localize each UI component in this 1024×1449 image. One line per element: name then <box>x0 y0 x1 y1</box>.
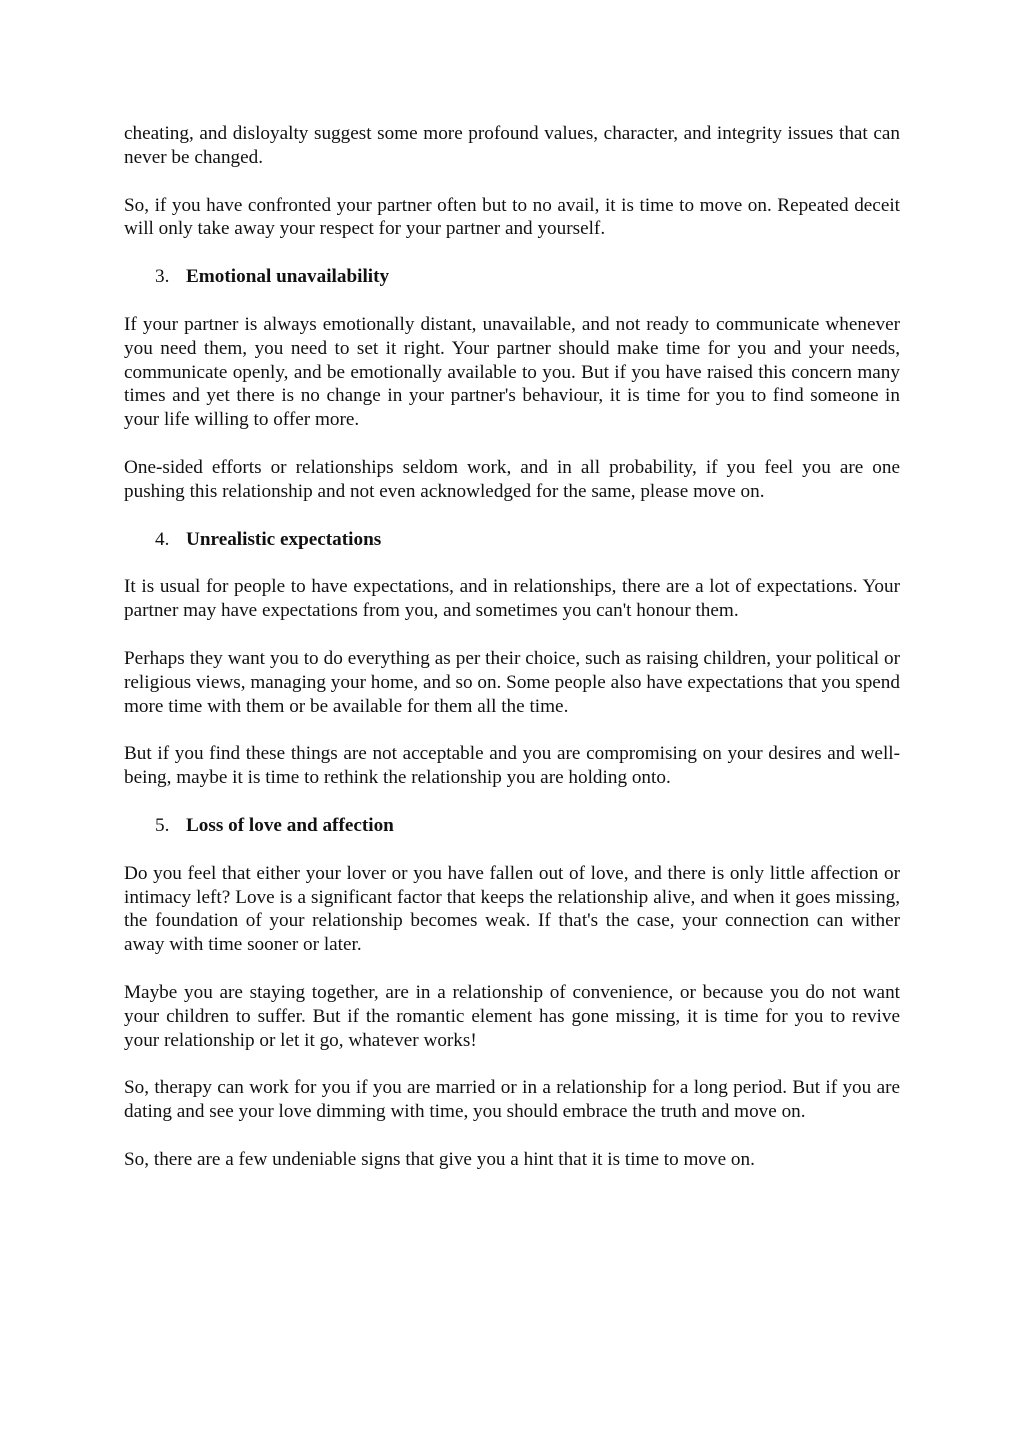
paragraph: Perhaps they want you to do everything as per their choice, such as raising children, your political or religious views, managing your home, and so on. Some people also have expectations that you spend more time with them or be available for them all the time. <box>124 647 900 717</box>
paragraph: One-sided efforts or relationships seldom work, and in all probability, if you feel you are one pushing this relationship and not even acknowledged for the same, please move on. <box>124 456 900 502</box>
section-heading <box>124 814 900 838</box>
heading-title: Emotional unavailability <box>186 266 390 288</box>
paragraph: So, if you have confronted your partner often but to no avail, it is time to move on. Repeated deceit will only take away your respect for your partner and yourself. <box>124 194 900 240</box>
list-number: 4. <box>155 528 170 550</box>
section-heading <box>124 265 900 289</box>
paragraph: cheating, and disloyalty suggest some more profound values, character, and integrity issues that can never be changed. <box>124 123 900 168</box>
list-number: 5. <box>155 814 170 836</box>
list-number: 3. <box>155 266 170 288</box>
heading-title: Unrealistic expectations <box>186 528 382 550</box>
paragraph: But if you find these things are not acceptable and you are compromising on your desires and well-being, maybe it is time to rethink the relationship you are holding onto. <box>124 743 900 789</box>
paragraph: So, there are a few undeniable signs that give you a hint that it is time to move on. <box>124 1148 755 1170</box>
paragraph: Maybe you are staying together, are in a relationship of convenience, or because you do not want your children to suffer. But if the romantic element has gone missing, it is time for you to revive your relationship or let it go, whatever works! <box>124 981 900 1051</box>
document-page <box>124 122 900 1196</box>
paragraph: It is usual for people to have expectations, and in relationships, there are a lot of expectations. Your partner may have expectations from you, and sometimes you can't honour them. <box>124 576 900 622</box>
paragraph: So, therapy can work for you if you are married or in a relationship for a long period. But if you are dating and see your love dimming with time, you should embrace the truth and move on. <box>124 1077 900 1123</box>
paragraph: Do you feel that either your lover or you have fallen out of love, and there is only little affection or intimacy left? Love is a significant factor that keeps the relationship alive, and when it goes missing, the foundation of your relationship becomes weak. If that's the case, your connection can wither away with time sooner or later. <box>124 862 900 956</box>
paragraph: If your partner is always emotionally distant, unavailable, and not ready to communicate whenever you need them, you need to set it right. Your partner should make time for you and your needs, communicate openly, and be emotionally available to you. But if you have raised this concern many times and yet there is no change in your partner's behaviour, it is time for you to find someone in your life willing to offer more. <box>124 313 900 431</box>
section-heading <box>124 528 900 552</box>
heading-title: Loss of love and affection <box>186 814 394 836</box>
